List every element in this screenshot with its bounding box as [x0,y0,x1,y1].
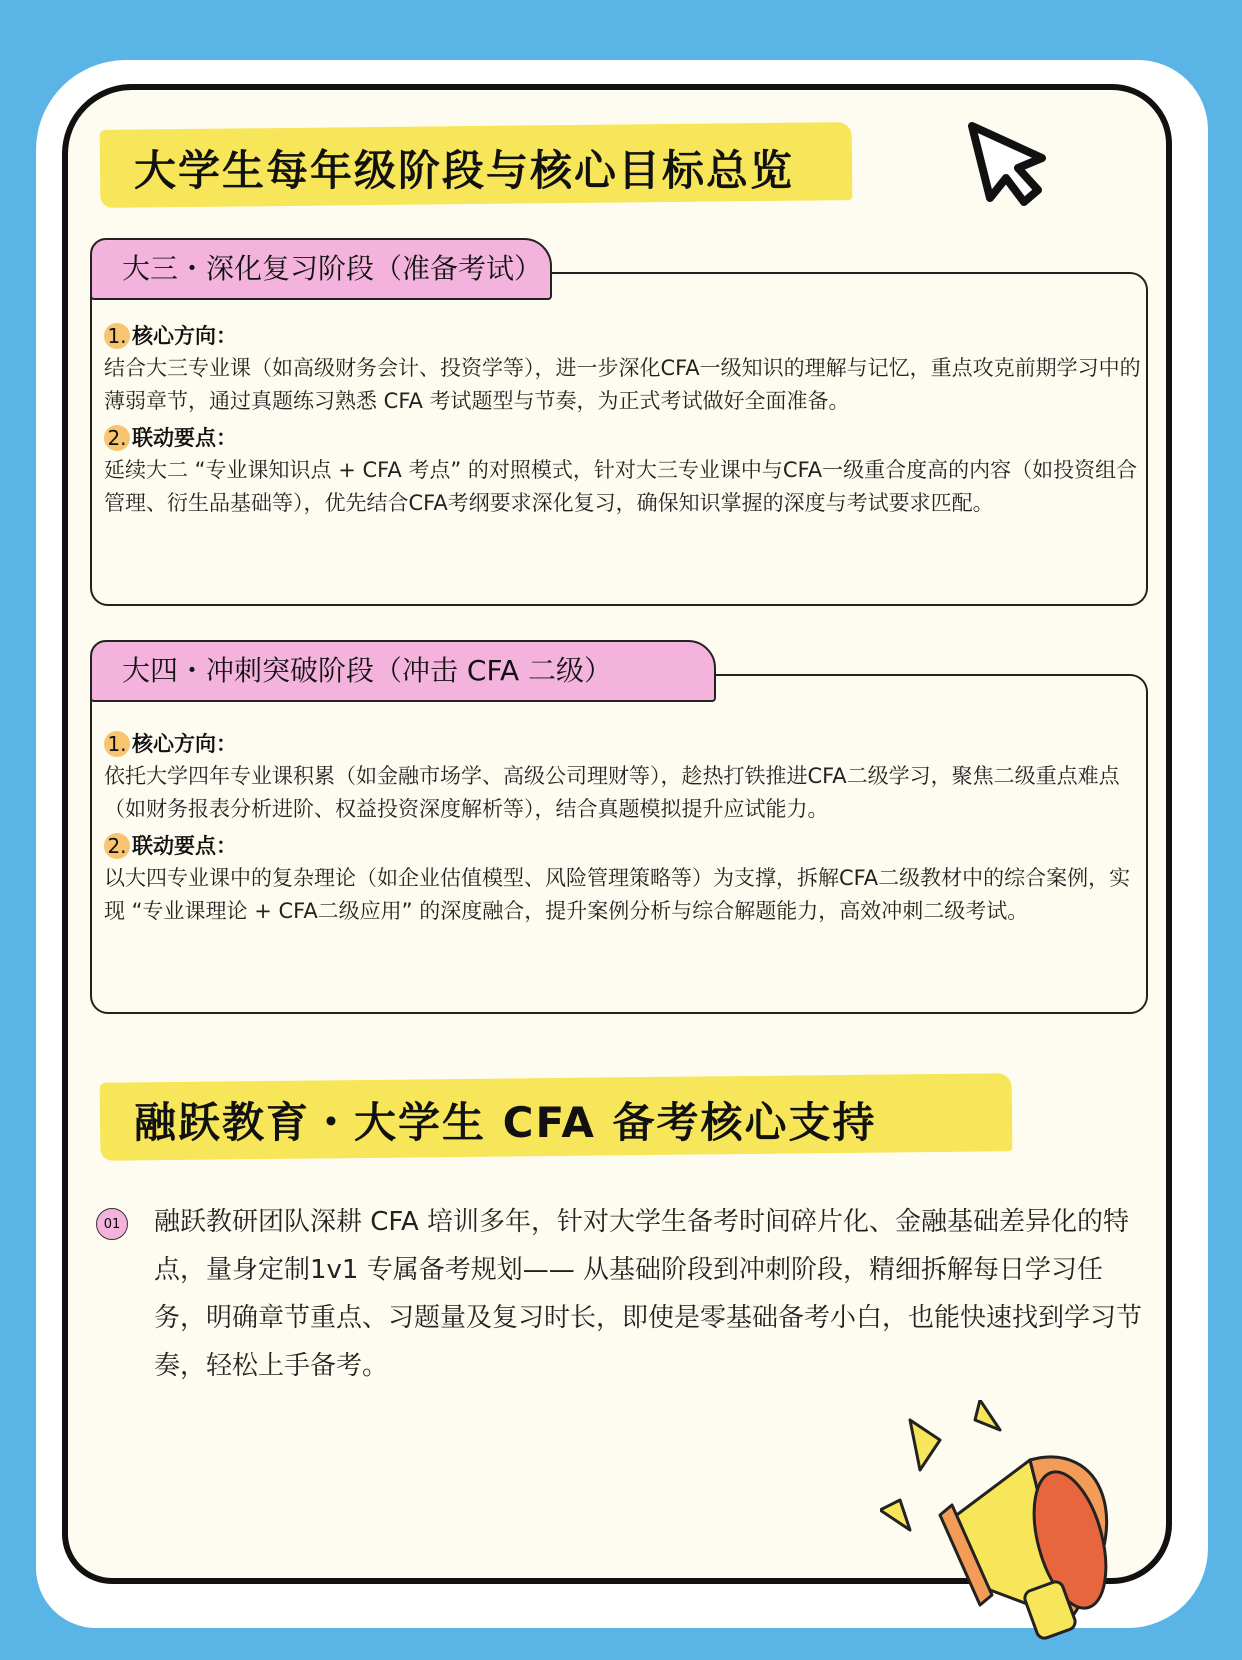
stage3-heading-direction: 1. 核心方向： [104,320,237,350]
number-badge: 2. [104,425,130,451]
stage4-heading-linkage: 2. 联动要点： [104,830,237,860]
number-badge: 2. [104,833,130,859]
support-title: 融跃教育・大学生 CFA 备考核心支持 [134,1098,877,1147]
stage4-direction-text: 依托大学四年专业课积累（如金融市场学、高级公司理财等），趁热打铁推进CFA二级学习，聚焦二级重点难点（如财务报表分析进阶、权益投资深度解析等），结合真题模拟提升应试能力。 [104,764,1120,821]
stage4-tab: 大四・冲刺突破阶段（冲击 CFA 二级） [90,640,716,702]
megaphone-icon [880,1400,1180,1644]
stage3-heading-linkage: 2. 联动要点： [104,422,237,452]
stage3-linkage-text: 延续大二 “专业课知识点 + CFA 考点” 的对照模式，针对大三专业课中与CFA一级重合度高的内容（如投资组合管理、衍生品基础等），优先结合CFA考纲要求深化复习，确保知识掌握的深度与考试要求匹配。 [104,458,1138,515]
stage4-heading-direction: 1. 核心方向： [104,728,237,758]
number-badge: 1. [104,731,130,757]
cursor-icon [966,120,1050,214]
stage4-card [90,674,1148,1014]
support-text: 融跃教研团队深耕 CFA 培训多年，针对大学生备考时间碎片化、金融基础差异化的特点，量身定制1v1 专属备考规划—— 从基础阶段到冲刺阶段，精细拆解每日学习任务，明确章节重点、习题量及复习时长，即使是零基础备考小白，也能快速找到学习节奏，轻松上手备考。 [154,1207,1143,1381]
stage3-direction-text: 结合大三专业课（如高级财务会计、投资学等），进一步深化CFA一级知识的理解与记忆，重点攻克前期学习中的薄弱章节，通过真题练习熟悉 CFA 考试题型与节奏，为正式考试做好全面准备。 [104,356,1141,413]
stage3-tab: 大三・深化复习阶段（准备考试） [90,238,552,300]
item-number-badge: 01 [96,1208,128,1240]
number-badge: 1. [104,323,130,349]
stage3-card [90,272,1148,606]
stage4-linkage-text: 以大四专业课中的复杂理论（如企业估值模型、风险管理策略等）为支撑，拆解CFA二级教材中的综合案例，实现 “专业课理论 + CFA二级应用” 的深度融合，提升案例分析与综合解题能力，高效冲刺二级考试。 [104,866,1131,923]
page-title: 大学生每年级阶段与核心目标总览 [134,146,795,195]
